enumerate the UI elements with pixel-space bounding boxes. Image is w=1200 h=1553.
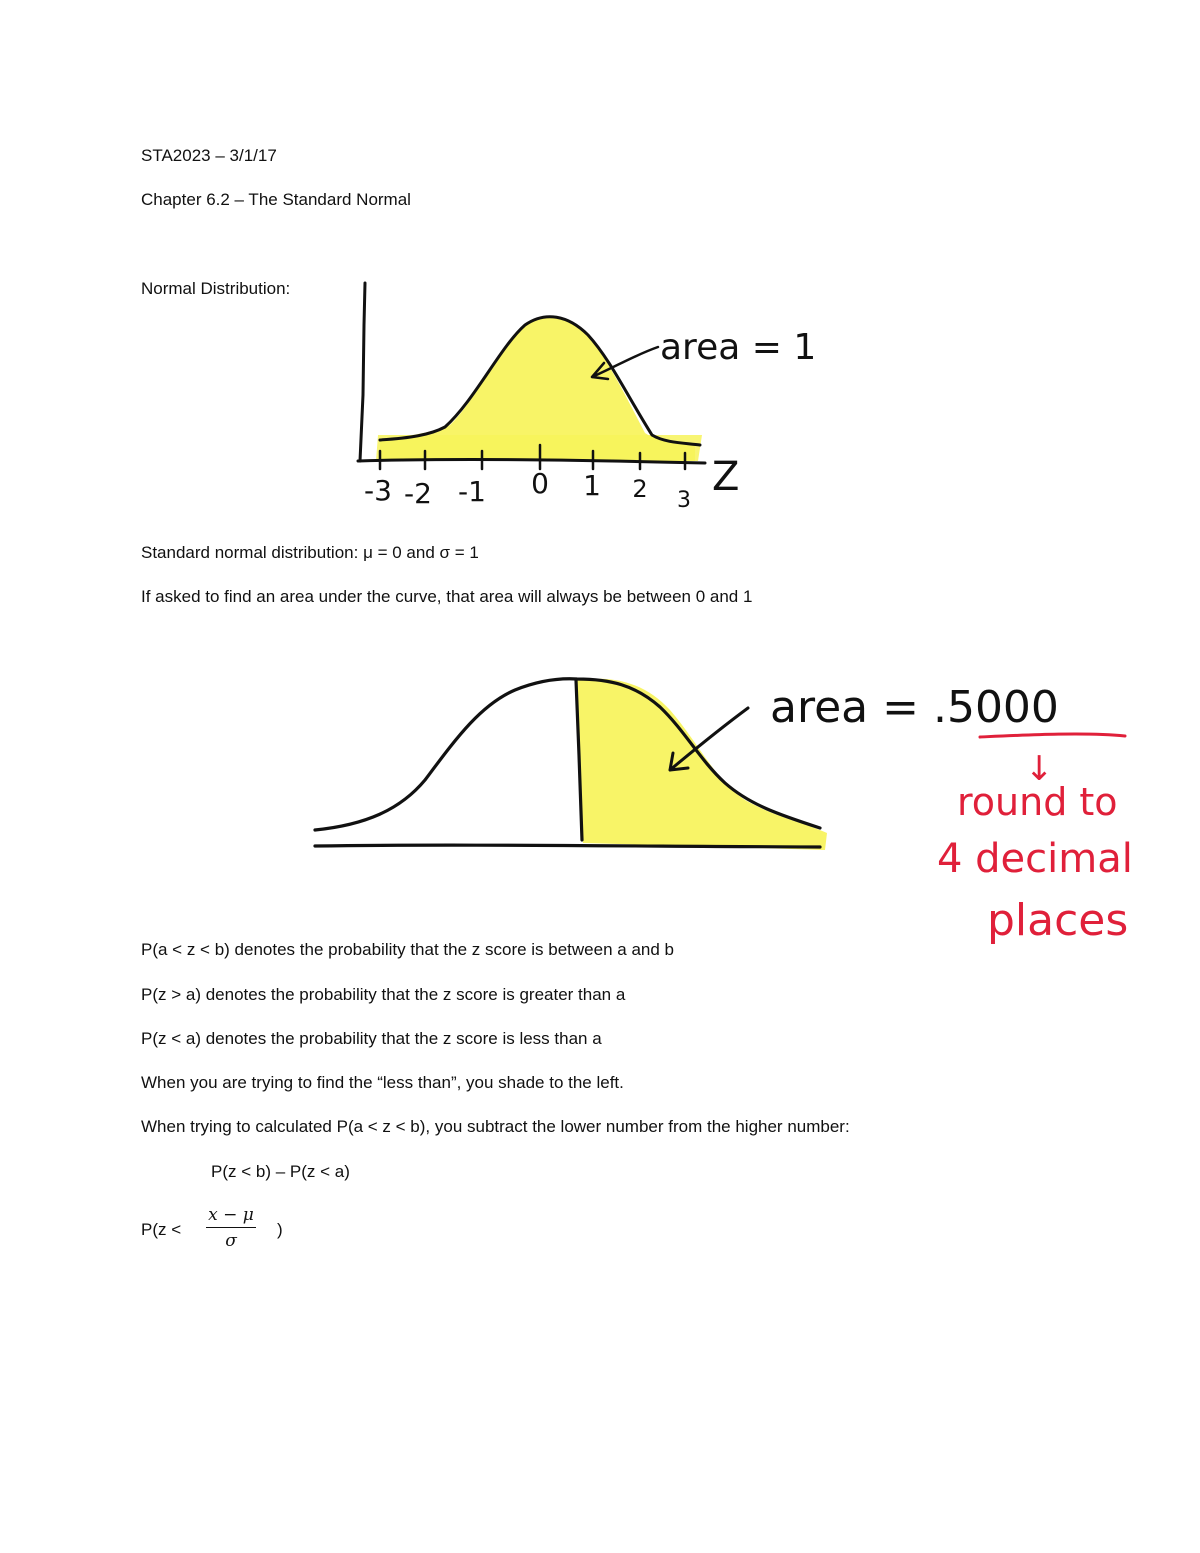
less-than-tip: When you are trying to find the “less than”, you shade to the left. [141, 1073, 624, 1092]
course-header: STA2023 – 3/1/17 [141, 146, 277, 165]
half-area-sketch [305, 665, 1145, 965]
tick-label: 3 [677, 488, 691, 513]
normal-distribution-label: Normal Distribution: [141, 279, 291, 298]
zscore-prefix: P(z < [141, 1220, 182, 1239]
area-annotation: area = 1 [660, 327, 817, 368]
red-down-arrow: ↓ [1025, 749, 1054, 789]
area-annotation: area = .5000 [770, 682, 1059, 733]
zscore-close-paren: ) [277, 1220, 283, 1239]
vertical-axis-line [360, 283, 365, 461]
zscore-fraction [206, 1204, 256, 1252]
red-note-line-2: 4 decimal [937, 836, 1133, 882]
red-note-line-3: places [987, 895, 1129, 946]
rule-between: P(a < z < b) denotes the probability that the z score is between a and b [141, 940, 674, 959]
standard-normal-definition: Standard normal distribution: μ = 0 and σ = 1 [141, 543, 479, 562]
axis-variable-label: Z [712, 454, 740, 500]
red-underline [980, 734, 1125, 737]
tick-label: 2 [632, 475, 648, 503]
chapter-title: Chapter 6.2 – The Standard Normal [141, 190, 411, 209]
difference-formula: P(z < b) – P(z < a) [211, 1162, 350, 1181]
zscore-denominator: σ [225, 1231, 237, 1251]
tick-label: -3 [364, 474, 392, 507]
tick-label: -1 [458, 475, 486, 508]
tick-label: -2 [404, 477, 432, 510]
subtract-tip: When trying to calculated P(a < z < b), you subtract the lower number from the higher number: [141, 1117, 850, 1136]
normal-curve-sketch [340, 275, 817, 515]
rule-less: P(z < a) denotes the probability that the z score is less than a [141, 1029, 602, 1048]
tick-label: 0 [531, 467, 549, 500]
rule-greater: P(z > a) denotes the probability that the z score is greater than a [141, 985, 626, 1004]
red-note-line-1: round to [957, 780, 1118, 824]
tick-label: 1 [583, 469, 601, 502]
baseline [315, 845, 820, 847]
zscore-numerator: x − μ [206, 1204, 256, 1228]
area-range-note: If asked to find an area under the curve, that area will always be between 0 and 1 [141, 587, 753, 606]
